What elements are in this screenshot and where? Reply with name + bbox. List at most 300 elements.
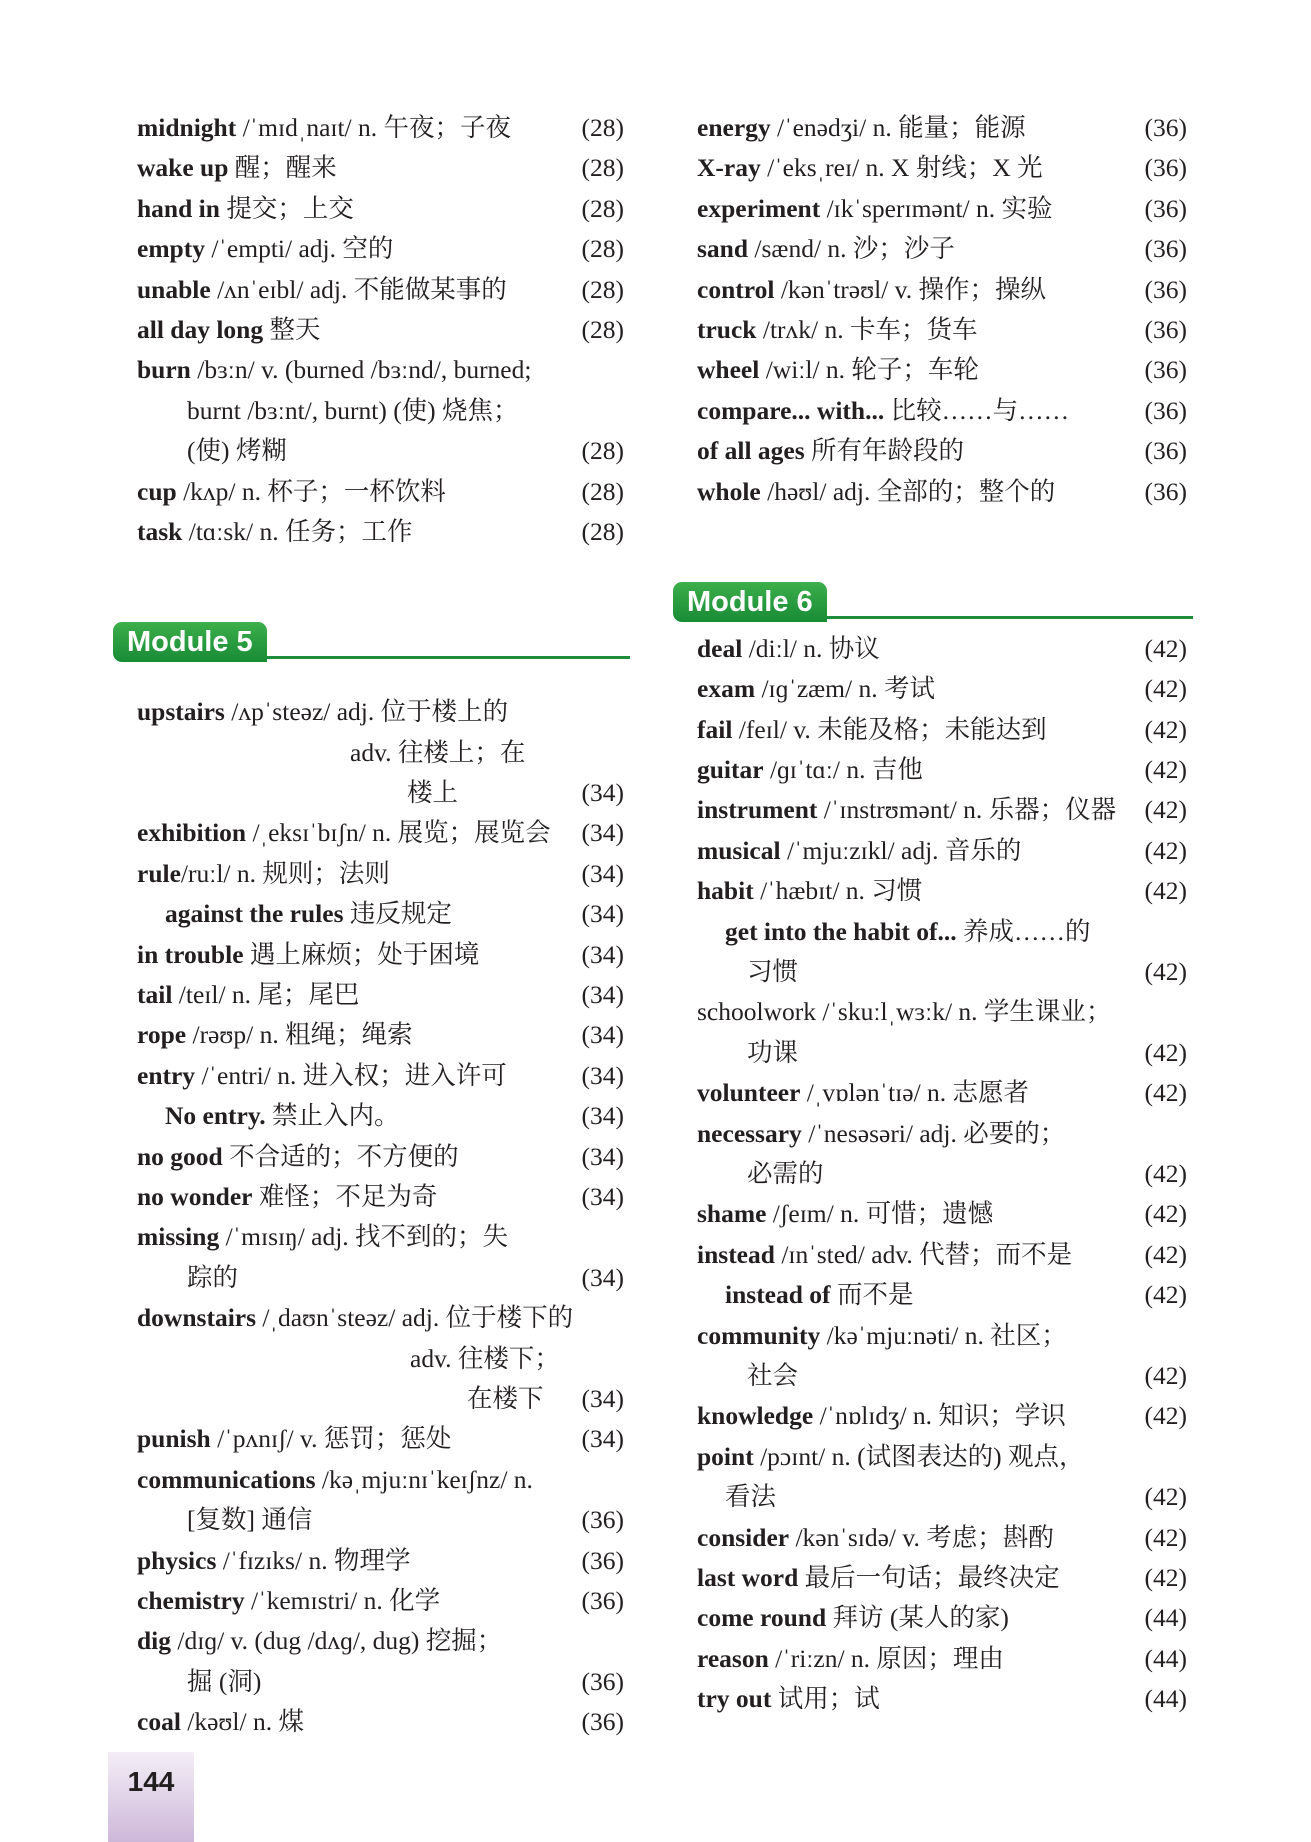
vocab-entry xyxy=(697,431,1187,471)
page-reference: (44) xyxy=(1144,1643,1187,1673)
vocab-line xyxy=(137,773,624,813)
headword: try out xyxy=(697,1684,772,1714)
page-reference: (42) xyxy=(1144,674,1187,704)
definition: 功课 xyxy=(747,1037,799,1067)
vocab-entry xyxy=(137,975,624,1015)
page-reference: (42) xyxy=(1144,957,1187,987)
vocab-line xyxy=(697,1235,1187,1275)
vocab-entry xyxy=(697,992,1187,1073)
headword: wake up xyxy=(137,153,229,183)
vocab-line xyxy=(697,310,1187,350)
vocab-entry xyxy=(697,189,1187,229)
headword: instead xyxy=(697,1239,775,1269)
vocab-entry xyxy=(137,472,624,512)
page-reference: (42) xyxy=(1144,1562,1187,1592)
definition: /ruːl/ n. 规则；法则 xyxy=(180,858,390,888)
headword: whole xyxy=(697,476,761,506)
vocab-line xyxy=(697,1477,1187,1517)
vocab-line xyxy=(697,1639,1187,1679)
page-reference: (42) xyxy=(1144,1239,1187,1269)
vocab-line xyxy=(697,1194,1187,1234)
page-reference: (28) xyxy=(581,476,624,506)
vocab-entry xyxy=(697,1558,1187,1598)
module6-heading xyxy=(687,582,1187,626)
definition: /wiːl/ n. 轮子；车轮 xyxy=(759,355,979,385)
headword: of all ages xyxy=(697,436,805,466)
headword: habit xyxy=(697,876,754,906)
vocab-entry xyxy=(137,229,624,269)
definition: 养成……的 xyxy=(956,916,1091,946)
headword: reason xyxy=(697,1643,769,1673)
definition: burnt /bɜːnt/, burnt) (使) 烧焦； xyxy=(187,395,519,425)
vocab-entry xyxy=(137,1541,624,1581)
page-reference: (44) xyxy=(1144,1603,1187,1633)
definition: /kənˈtrəʊl/ v. 操作；操纵 xyxy=(774,274,1046,304)
vocab-line xyxy=(137,189,624,229)
definition: 遇上麻烦；处于困境 xyxy=(243,939,480,969)
vocab-entry xyxy=(137,1056,624,1096)
definition: /bɜːn/ v. (burned /bɜːnd/, burned; xyxy=(190,355,532,385)
definition: /ˈkemɪstri/ n. 化学 xyxy=(244,1585,441,1615)
headword: tail xyxy=(137,980,173,1010)
definition: /ˈfɪzɪks/ n. 物理学 xyxy=(216,1545,411,1575)
headword: truck xyxy=(697,314,757,344)
vocab-line xyxy=(697,229,1187,269)
vocab-line xyxy=(697,669,1187,709)
vocab-line xyxy=(697,391,1187,431)
vocab-line xyxy=(137,350,624,390)
definition: 掘 (洞) xyxy=(187,1666,262,1696)
headword: coal xyxy=(137,1707,181,1737)
vocab-list-module5-cont xyxy=(697,108,1187,512)
page-reference: (28) xyxy=(581,314,624,344)
module6-rule xyxy=(827,616,1193,619)
headword: entry xyxy=(137,1060,196,1090)
module5-rule xyxy=(267,656,630,659)
headword: physics xyxy=(137,1545,217,1575)
headword: cup xyxy=(137,476,177,506)
vocab-entry xyxy=(697,310,1187,350)
vocab-entry xyxy=(697,669,1187,709)
vocab-entry xyxy=(697,790,1187,830)
vocab-line xyxy=(137,1056,624,1096)
page-reference: (28) xyxy=(581,516,624,546)
headword: against the rules xyxy=(165,899,344,929)
definition: /ˈmɪdˌnaɪt/ n. 午夜；子夜 xyxy=(236,113,512,142)
page-reference: (28) xyxy=(581,234,624,264)
vocab-entry xyxy=(137,1702,624,1742)
vocab-line xyxy=(137,1177,624,1217)
vocab-entry xyxy=(137,1419,624,1459)
vocab-entry xyxy=(697,1679,1187,1719)
vocab-entry xyxy=(137,813,624,853)
vocab-line xyxy=(697,710,1187,750)
page-reference: (36) xyxy=(581,1505,624,1535)
vocab-entry xyxy=(697,1598,1187,1638)
definition: /ɪɡˈzæm/ n. 考试 xyxy=(755,674,935,704)
vocab-entry xyxy=(137,1015,624,1055)
page-reference: (34) xyxy=(581,899,624,929)
vocab-line xyxy=(697,350,1187,390)
page-reference: (34) xyxy=(581,1383,624,1413)
definition: /kəˈmjuːnəti/ n. 社区； xyxy=(820,1320,1067,1350)
headword: upstairs xyxy=(137,697,225,727)
definition: /həʊl/ adj. 全部的；整个的 xyxy=(760,476,1056,506)
vocab-line xyxy=(137,512,624,552)
vocab-entry xyxy=(137,512,624,552)
headword: volunteer xyxy=(697,1078,801,1108)
vocab-line xyxy=(137,472,624,512)
vocab-entry xyxy=(697,1396,1187,1436)
vocab-line xyxy=(697,1356,1187,1396)
page-reference: (34) xyxy=(581,818,624,848)
vocab-line xyxy=(137,1500,624,1540)
definition: 禁止入内。 xyxy=(265,1101,400,1131)
definition: adv. 往楼上；在 xyxy=(350,737,526,767)
vocab-entry xyxy=(137,108,624,148)
vocab-entry xyxy=(697,871,1187,911)
vocab-entry xyxy=(137,935,624,975)
vocab-line xyxy=(137,1662,624,1702)
right-column xyxy=(687,108,1187,1719)
page-reference: (36) xyxy=(581,1707,624,1737)
page-reference: (34) xyxy=(581,1141,624,1171)
definition: 拜访 (某人的家) xyxy=(826,1603,1009,1633)
page-reference: (42) xyxy=(1144,835,1187,865)
vocab-line xyxy=(697,750,1187,790)
headword: compare... with... xyxy=(697,395,885,425)
definition: /sænd/ n. 沙；沙子 xyxy=(748,234,955,264)
vocab-entry xyxy=(137,1217,624,1298)
headword: shame xyxy=(697,1199,767,1229)
headword: fail xyxy=(697,714,733,744)
definition: /ʌpˈsteəz/ adj. 位于楼上的 xyxy=(224,697,509,727)
definition: /ˈmɪsɪŋ/ adj. 找不到的；失 xyxy=(219,1222,509,1252)
headword: no wonder xyxy=(137,1181,253,1211)
page-reference: (42) xyxy=(1144,1037,1187,1067)
definition: /kəʊl/ n. 煤 xyxy=(180,1707,304,1737)
page-reference: (36) xyxy=(581,1585,624,1615)
page-reference: (36) xyxy=(1144,314,1187,344)
definition: /rəʊp/ n. 粗绳；绳索 xyxy=(186,1020,413,1050)
definition: /pɔɪnt/ n. (试图表达的) 观点， xyxy=(753,1441,1085,1471)
headword: exam xyxy=(697,674,756,704)
definition: 醒；醒来 xyxy=(228,153,337,183)
headword: sand xyxy=(697,234,749,264)
vocab-entry xyxy=(137,1460,624,1541)
vocab-list-module4-end xyxy=(137,108,624,552)
vocab-line xyxy=(137,270,624,310)
page-reference: (36) xyxy=(1144,113,1187,142)
vocab-line xyxy=(137,894,624,934)
headword: instrument xyxy=(697,795,818,825)
headword: task xyxy=(137,516,183,546)
vocab-entry xyxy=(697,391,1187,431)
page-reference: (42) xyxy=(1144,1280,1187,1310)
vocab-line xyxy=(137,310,624,350)
page-reference: (28) xyxy=(581,436,624,466)
vocab-line xyxy=(137,854,624,894)
vocab-entry xyxy=(697,1518,1187,1558)
definition: /ˈriːzn/ n. 原因；理由 xyxy=(768,1643,1004,1673)
vocab-line xyxy=(697,1275,1187,1315)
definition: 社会 xyxy=(747,1360,799,1390)
vocab-line xyxy=(137,391,624,431)
definition: /diːl/ n. 协议 xyxy=(742,633,880,663)
vocab-line xyxy=(137,431,624,471)
page-reference: (42) xyxy=(1144,1401,1187,1431)
headword: experiment xyxy=(697,193,821,223)
vocab-line xyxy=(137,1298,624,1338)
definition: /teɪl/ n. 尾；尾巴 xyxy=(172,980,360,1010)
page-reference: (34) xyxy=(581,939,624,969)
vocab-line xyxy=(137,1015,624,1055)
page-reference: (34) xyxy=(581,1020,624,1050)
module5-title: Module 5 xyxy=(113,622,267,662)
definition: /ˈɪnstrʊmənt/ n. 乐器；仪器 xyxy=(817,795,1117,825)
headword: punish xyxy=(137,1424,211,1454)
page-reference: (44) xyxy=(1144,1684,1187,1714)
vocab-line xyxy=(137,1137,624,1177)
module6-title: Module 6 xyxy=(673,582,827,622)
vocab-line xyxy=(697,1073,1187,1113)
vocab-line xyxy=(697,1396,1187,1436)
definition: 而不是 xyxy=(830,1280,914,1310)
vocab-line xyxy=(137,1581,624,1621)
vocab-line xyxy=(697,431,1187,471)
vocab-line xyxy=(697,629,1187,669)
headword: all day long xyxy=(137,314,264,344)
page-reference: (36) xyxy=(1144,395,1187,425)
vocab-line xyxy=(697,1114,1187,1154)
definition: 所有年龄段的 xyxy=(804,436,965,466)
definition: 踪的 xyxy=(187,1262,239,1292)
vocab-line xyxy=(697,1598,1187,1638)
vocab-line xyxy=(697,189,1187,229)
page-reference: (42) xyxy=(1144,1158,1187,1188)
definition: /ʌnˈeɪbl/ adj. 不能做某事的 xyxy=(210,274,507,304)
headword: dig xyxy=(137,1626,172,1656)
page-number: 144 xyxy=(127,1766,175,1797)
vocab-line xyxy=(697,1154,1187,1194)
headword: X-ray xyxy=(697,153,761,183)
vocab-line xyxy=(137,1621,624,1661)
vocab-entry xyxy=(697,1114,1187,1195)
vocab-line xyxy=(137,148,624,188)
page-reference: (42) xyxy=(1144,795,1187,825)
vocab-entry xyxy=(697,629,1187,669)
vocab-line xyxy=(137,975,624,1015)
definition: /ˌeksɪˈbɪʃn/ n. 展览；展览会 xyxy=(246,818,551,848)
page-reference: (34) xyxy=(581,1101,624,1131)
page-reference: (28) xyxy=(581,274,624,304)
page-reference: (42) xyxy=(1144,714,1187,744)
vocab-entry xyxy=(137,148,624,188)
page-reference: (36) xyxy=(1144,234,1187,264)
headword: necessary xyxy=(697,1118,802,1148)
headword: instead of xyxy=(725,1280,831,1310)
vocab-line xyxy=(697,1558,1187,1598)
vocab-line xyxy=(137,733,624,773)
definition: /ɡɪˈtɑː/ n. 吉他 xyxy=(763,755,923,785)
headword: get into the habit of... xyxy=(725,916,957,946)
page-reference: (34) xyxy=(581,1424,624,1454)
headword: downstairs xyxy=(137,1303,257,1333)
definition: [复数] 通信 xyxy=(187,1505,313,1535)
vocab-line xyxy=(697,1316,1187,1356)
vocab-line xyxy=(697,871,1187,911)
definition: 最后一句话；最终决定 xyxy=(798,1562,1060,1592)
page-reference: (42) xyxy=(1144,755,1187,785)
headword: come round xyxy=(697,1603,827,1633)
definition: /kʌp/ n. 杯子；一杯饮料 xyxy=(176,476,446,506)
vocab-entry xyxy=(697,1235,1187,1275)
vocab-entry xyxy=(137,692,624,813)
vocab-entry xyxy=(697,710,1187,750)
vocab-entry xyxy=(697,750,1187,790)
vocab-entry xyxy=(697,270,1187,310)
definition: /ɪkˈsperɪmənt/ n. 实验 xyxy=(820,193,1053,223)
vocab-line xyxy=(697,992,1187,1032)
page-reference: (42) xyxy=(1144,1522,1187,1552)
definition: /ˈnesəsəri/ adj. 必要的； xyxy=(801,1118,1066,1148)
vocab-line xyxy=(137,1096,624,1136)
page-reference: (28) xyxy=(581,193,624,223)
vocab-entry xyxy=(697,1316,1187,1397)
headword: communications xyxy=(137,1464,316,1494)
headword: musical xyxy=(697,835,781,865)
definition: (使) 烤糊 xyxy=(187,436,287,466)
vocab-line xyxy=(137,1460,624,1500)
page-reference: (42) xyxy=(1144,1360,1187,1390)
definition: /ɪnˈsted/ adv. 代替；而不是 xyxy=(774,1239,1073,1269)
definition: /ˈmjuːzɪkl/ adj. 音乐的 xyxy=(780,835,1022,865)
headword: knowledge xyxy=(697,1401,814,1431)
definition: 提交；上交 xyxy=(219,193,354,223)
vocab-line xyxy=(697,1437,1187,1477)
definition: 看法 xyxy=(725,1482,777,1512)
vocab-line xyxy=(137,1702,624,1742)
headword: in trouble xyxy=(137,939,244,969)
vocab-line xyxy=(137,1258,624,1298)
headword: midnight xyxy=(137,113,237,142)
headword: exhibition xyxy=(137,818,247,848)
headword: No entry. xyxy=(165,1101,266,1131)
vocab-entry xyxy=(697,472,1187,512)
vocab-entry xyxy=(137,1177,624,1217)
vocab-line xyxy=(137,935,624,975)
vocab-line xyxy=(697,912,1187,952)
headword: rope xyxy=(137,1020,187,1050)
page-reference: (36) xyxy=(1144,476,1187,506)
headword: last word xyxy=(697,1562,799,1592)
page-reference: (42) xyxy=(1144,1482,1187,1512)
vocab-list-module6 xyxy=(697,629,1187,1720)
headword: point xyxy=(697,1441,754,1471)
vocab-line xyxy=(137,813,624,853)
vocab-line xyxy=(697,270,1187,310)
vocab-entry xyxy=(697,148,1187,188)
vocab-entry xyxy=(137,894,624,934)
definition: schoolwork /ˈskuːlˌwɜːk/ n. 学生课业； xyxy=(697,997,1112,1027)
page-reference: (34) xyxy=(581,1181,624,1211)
definition: /kənˈsɪdə/ v. 考虑；斟酌 xyxy=(789,1522,1054,1552)
page-number-tab xyxy=(108,1752,194,1842)
definition: /ˈeksˌreɪ/ n. X 射线；X 光 xyxy=(760,153,1043,183)
page-reference: (36) xyxy=(581,1545,624,1575)
vocab-line xyxy=(697,108,1187,148)
definition: 楼上 xyxy=(407,778,459,808)
vocab-entry xyxy=(697,1194,1187,1234)
vocab-entry xyxy=(697,229,1187,269)
vocab-line xyxy=(137,1379,624,1419)
page-reference: (34) xyxy=(581,1262,624,1292)
definition: 违反规定 xyxy=(343,899,452,929)
page-reference: (42) xyxy=(1144,1199,1187,1229)
headword: no good xyxy=(137,1141,223,1171)
definition: /ˈnɒlɪdʒ/ n. 知识；学识 xyxy=(813,1401,1066,1431)
page-reference: (36) xyxy=(1144,153,1187,183)
vocab-entry xyxy=(137,1621,624,1702)
vocab-line xyxy=(697,790,1187,830)
definition: /ˈpʌnɪʃ/ v. 惩罚；惩处 xyxy=(210,1424,452,1454)
vocab-entry xyxy=(137,189,624,229)
vocab-line xyxy=(137,229,624,269)
vocab-entry xyxy=(137,1137,624,1177)
headword: missing xyxy=(137,1222,220,1252)
page-reference: (36) xyxy=(581,1666,624,1696)
headword: unable xyxy=(137,274,211,304)
vocab-line xyxy=(697,831,1187,871)
vocab-line xyxy=(697,1518,1187,1558)
left-column xyxy=(127,108,624,1742)
definition: /ˌvɒlənˈtɪə/ n. 志愿者 xyxy=(800,1078,1030,1108)
definition: /ˌdaʊnˈsteəz/ adj. 位于楼下的 xyxy=(256,1303,574,1333)
definition: 习惯 xyxy=(747,957,799,987)
definition: /tɑːsk/ n. 任务；工作 xyxy=(182,516,413,546)
headword: hand in xyxy=(137,193,220,223)
vocab-entry xyxy=(697,1275,1187,1315)
page-reference: (34) xyxy=(581,858,624,888)
page-reference: (28) xyxy=(581,113,624,142)
definition: 难怪；不足为奇 xyxy=(252,1181,438,1211)
definition: 整天 xyxy=(263,314,321,344)
page-reference: (28) xyxy=(581,153,624,183)
definition: /ˈentri/ n. 进入权；进入许可 xyxy=(195,1060,507,1090)
vocab-line xyxy=(137,108,624,148)
vocab-entry xyxy=(697,831,1187,871)
vocab-entry xyxy=(697,108,1187,148)
headword: burn xyxy=(137,355,191,385)
page-reference: (34) xyxy=(581,778,624,808)
page-reference: (42) xyxy=(1144,1078,1187,1108)
definition: /ʃeɪm/ n. 可惜；遗憾 xyxy=(766,1199,994,1229)
vocab-entry xyxy=(137,1581,624,1621)
vocab-entry xyxy=(137,350,624,471)
page-reference: (42) xyxy=(1144,633,1187,663)
vocab-line xyxy=(137,1217,624,1257)
headword: consider xyxy=(697,1522,790,1552)
module5-heading xyxy=(127,622,624,666)
vocab-line xyxy=(697,472,1187,512)
page-reference: (34) xyxy=(581,1060,624,1090)
headword: control xyxy=(697,274,775,304)
page-reference: (36) xyxy=(1144,436,1187,466)
vocab-line xyxy=(137,1541,624,1581)
definition: 在楼下 xyxy=(467,1383,544,1413)
headword: deal xyxy=(697,633,743,663)
vocab-entry xyxy=(697,912,1187,993)
